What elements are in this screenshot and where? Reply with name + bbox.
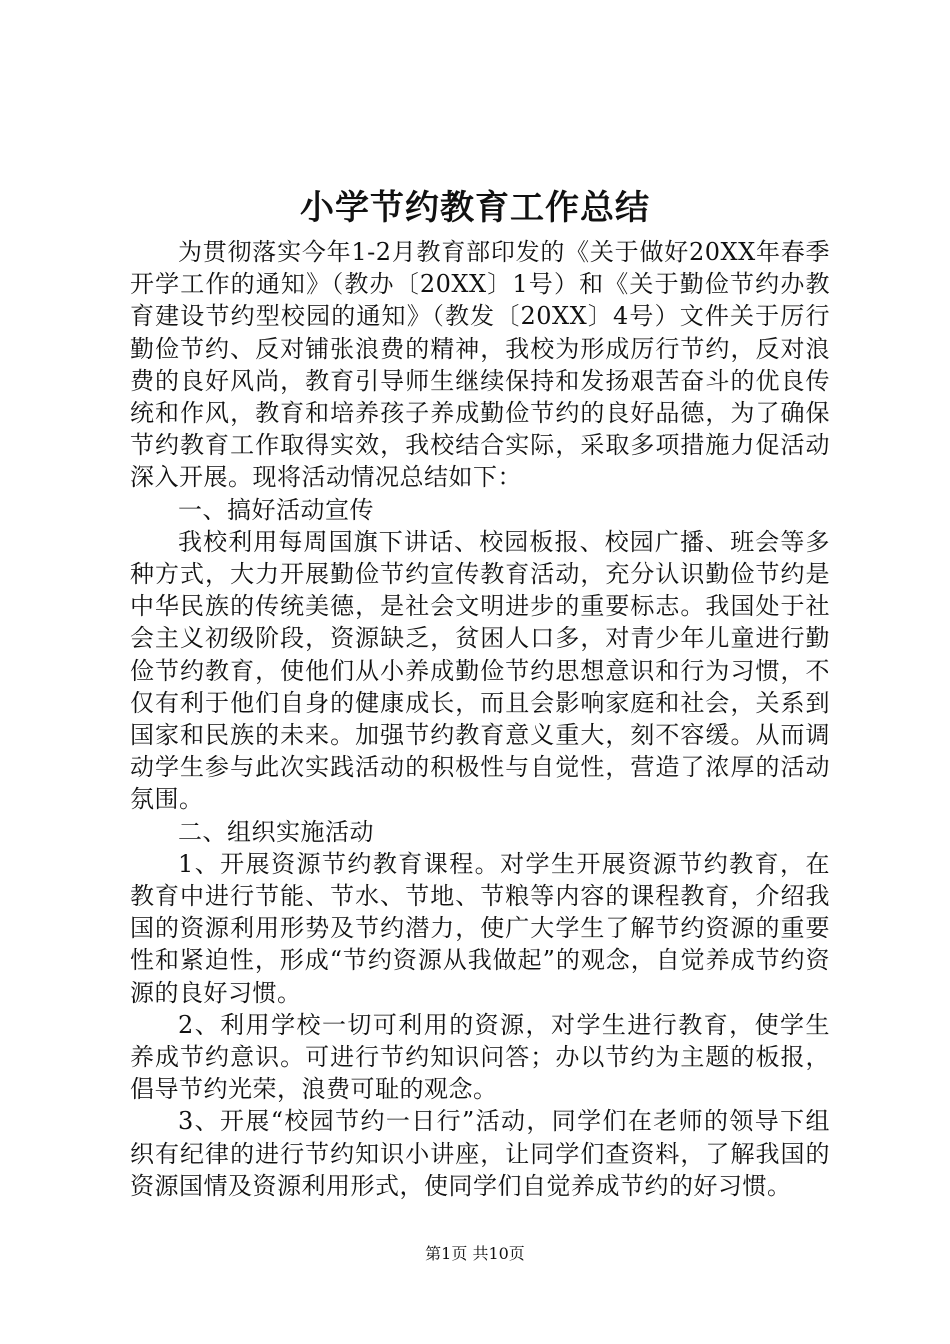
intro-paragraph: 为贯彻落实今年1-2月教育部印发的《关于做好20XX年春季开学工作的通知》（教办〔20XX〕1号）和《关于勤俭节约办教育建设节约型校园的通知》（教发〔20XX〕4号）文件关于厉行勤俭节约、反对铺张浪费的精神，我校为形成厉行节约，反对浪费的良好风尚，教育引导师生继续保持和发扬艰苦奋斗的优良传统和作风，教育和培养孩子养成勤俭节约的良好品德，为了确保节约教育工作取得实效，我校结合实际，采取多项措施力促活动深入开展。现将活动情况总结如下： [130,238,830,492]
activity-item-1: 1、开展资源节约教育课程。对学生开展资源节约教育，在教育中进行节能、节水、节地、节粮等内容的课程教育，介绍我国的资源利用形势及节约潜力，使广大学生了解节约资源的重要性和紧迫性，形成“节约资源从我做起”的观念，自觉养成节约资源的良好习惯。 [130,849,830,1007]
publicity-paragraph: 我校利用每周国旗下讲话、校园板报、校园广播、班会等多种方式，大力开展勤俭节约宣传教育活动，充分认识勤俭节约是中华民族的传统美德，是社会文明进步的重要标志。我国处于社会主义初级阶段，资源缺乏，贫困人口多，对青少年儿童进行勤俭节约教育，使他们从小养成勤俭节约思想意识和行为习惯，不仅有利于他们自身的健康成长，而且会影响家庭和社会，关系到国家和民族的未来。加强节约教育意义重大，刻不容缓。从而调动学生参与此次实践活动的积极性与自觉性，营造了浓厚的活动氛围。 [130,527,830,814]
document-title: 小学节约教育工作总结 [300,188,650,228]
document-body [130,236,830,1202]
section-heading-publicity: 一、搞好活动宣传 [178,495,374,524]
activity-item-2: 2、利用学校一切可利用的资源，对学生进行教育，使学生养成节约意识。可进行节约知识问答；办以节约为主题的板报，倡导节约光荣，浪费可耻的观念。 [130,1010,830,1104]
section-heading-activities: 二、组织实施活动 [178,817,374,846]
page-footer: 第1页 共10页 [425,1244,525,1263]
activity-item-3: 3、开展“校园节约一日行”活动，同学们在老师的领导下组织有纪律的进行节约知识小讲座，让同学们查资料，了解我国的资源国情及资源利用形式，使同学们自觉养成节约的好习惯。 [130,1107,830,1200]
